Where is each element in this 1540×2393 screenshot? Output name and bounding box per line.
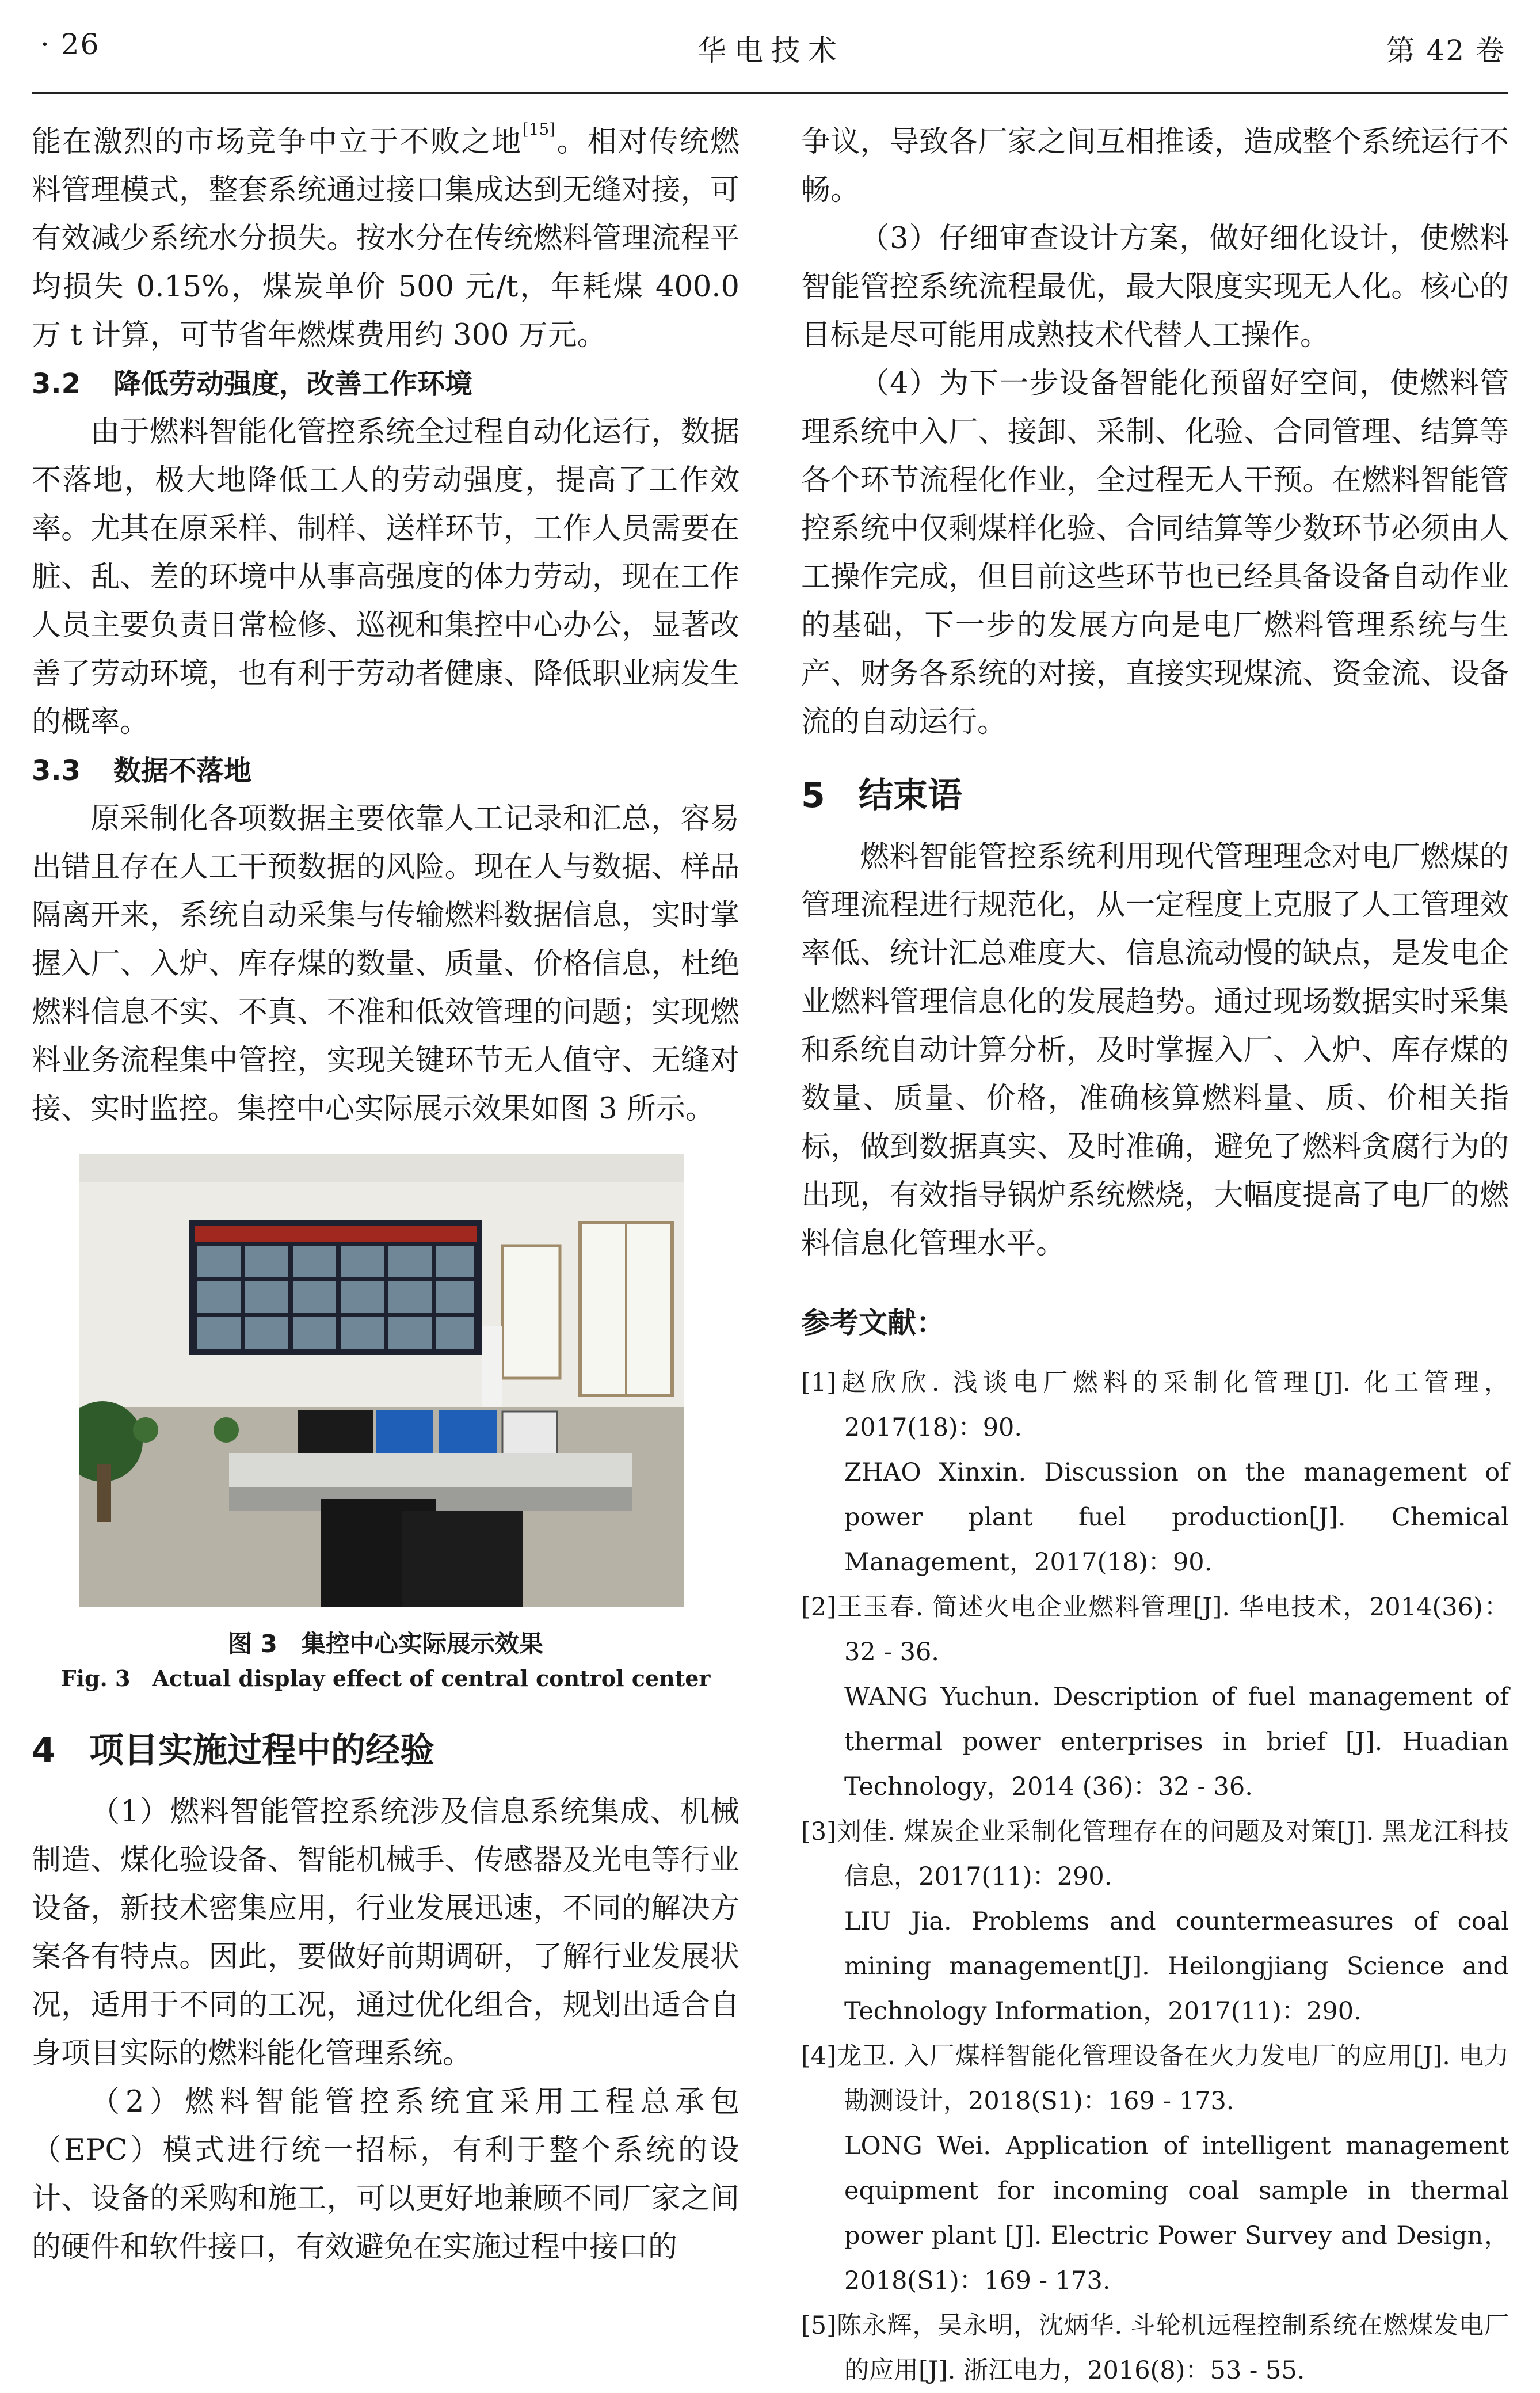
reference-item[interactable]: [2]王玉春. 简述火电企业燃料管理[J]. 华电技术，2014(36)：32 - 36. WANG Yuchun. Description of fuel management of thermal power enterprises in brief [J]. Huadian Technology，2014 (36)：32 - 36. bbox=[801, 1593, 1509, 1801]
volume-label: 第 42 卷 bbox=[1386, 34, 1505, 67]
section-4-item-2: （2）燃料智能管控系统宜采用工程总承包（EPC）模式进行统一招标，有利于整个系统的设计、设备的采购和施工，可以更好地兼顾不同厂家之间的硬件和软件接口，有效避免在实施过程中接口的 bbox=[32, 2085, 739, 2264]
section-3-2-heading: 3.2 降低劳动强度，改善工作环境 bbox=[32, 368, 473, 400]
citation-15[interactable]: [15] bbox=[522, 120, 556, 139]
reference-item[interactable]: [4]龙卫. 入厂煤样智能化管理设备在火力发电厂的应用[J]. 电力勘测设计，2018(S1)：169 - 173. LONG Wei. Application of intelligent management equipment for incoming coal sample in thermal power plant [J]. Electric Power Survey and Design，2018(S1)：169 - 173. bbox=[801, 2042, 1509, 2295]
figure-3-caption-cn: 图 3 集控中心实际展示效果 bbox=[228, 1630, 543, 1658]
section-4-item-3: （3）仔细审查设计方案，做好细化设计，使燃料智能管控系统流程最优，最大限度实现无人化。核心的目标是尽可能用成熟技术代替人工操作。 bbox=[801, 222, 1509, 352]
journal-name: 华电技术 bbox=[697, 34, 845, 67]
right-column bbox=[801, 118, 1509, 2393]
header-rule bbox=[32, 92, 1508, 94]
figure-3-photo bbox=[79, 1154, 684, 1607]
references-heading: 参考文献： bbox=[801, 1306, 945, 1340]
reference-item[interactable]: [5]陈永辉，吴永明，沈炳华. 斗轮机远程控制系统在燃煤发电厂的应用[J]. 浙江电力，2016(8)：53 - 55. bbox=[801, 2311, 1509, 2385]
section-3-3-paragraph: 原采制化各项数据主要依靠人工记录和汇总，容易出错且存在人工干预数据的风险。现在人与数据、样品隔离开来，系统自动采集与传输燃料数据信息，实时掌握入厂、入炉、库存煤的数量、质量、价格信息，杜绝燃料信息不实、不真、不准和低效管理的问题；实现燃料业务流程集中管控，实现关键环节无人值守、无缝对接、实时监控。集控中心实际展示效果如图 3 所示。 bbox=[32, 802, 739, 1126]
page-number: · 26 bbox=[40, 28, 100, 61]
paragraph-continued-right: 争议，导致各厂家之间互相推诿，造成整个系统运行不畅。 bbox=[801, 125, 1509, 207]
running-header bbox=[0, 0, 1540, 98]
section-3-3-heading: 3.3 数据不落地 bbox=[32, 755, 252, 787]
section-4-heading: 4 项目实施过程中的经验 bbox=[32, 1730, 434, 1771]
control-room-photo bbox=[79, 1154, 684, 1607]
reference-item[interactable]: [3]刘佳. 煤炭企业采制化管理存在的问题及对策[J]. 黑龙江科技信息，2017(11)：290. LIU Jia. Problems and countermeasures of coal mining management[J]. Heilongjiang Science and Technology Information，2017(11)：290. bbox=[801, 1817, 1509, 2026]
section-4-item-1: （1）燃料智能管控系统涉及信息系统集成、机械制造、煤化验设备、智能机械手、传感器及光电等行业设备，新技术密集应用，行业发展迅速，不同的解决方案各有特点。因此，要做好前期调研，了解行业发展状况，适用于不同的工况，通过优化组合，规划出适合自身项目实际的燃料能化管理系统。 bbox=[32, 1795, 739, 2071]
reference-item[interactable]: [1]赵欣欣. 浅谈电厂燃料的采制化管理[J]. 化工管理，2017(18)：90. ZHAO Xinxin. Discussion on the management of power plant fuel production[J]. Chemical Management，2017(18)：90. bbox=[801, 1368, 1509, 1577]
left-column bbox=[32, 118, 739, 2272]
section-5-paragraph: 燃料智能管控系统利用现代管理理念对电厂燃煤的管理流程进行规范化，从一定程度上克服了人工管理效率低、统计汇总难度大、信息流动慢的缺点，是发电企业燃料管理信息化的发展趋势。通过现场数据实时采集和系统自动计算分析，及时掌握入厂、入炉、库存煤的数量、质量、价格，准确核算燃料量、质、价相关指标，做到数据真实、及时准确，避免了燃料贪腐行为的出现，有效指导锅炉系统燃烧，大幅度提高了电厂的燃料信息化管理水平。 bbox=[801, 840, 1509, 1261]
paragraph-continued: 能在激烈的市场竞争中立于不败之地[15]。相对传统燃料管理模式，整套系统通过接口集成达到无缝对接，可有效减少系统水分损失。按水分在传统燃料管理流程平均损失 0.15%，煤炭单价 500 元/t，年耗煤 400.0 万 t 计算，可节省年燃煤费用约 300 万元。 bbox=[32, 120, 739, 352]
figure-3-caption-en: Fig. 3 Actual display effect of central control center bbox=[60, 1665, 711, 1691]
section-5-heading: 5 结束语 bbox=[801, 775, 962, 816]
section-4-item-4: （4）为下一步设备智能化预留好空间，使燃料管理系统中入厂、接卸、采制、化验、合同管理、结算等各个环节流程化作业，全过程无人干预。在燃料智能管控系统中仅剩煤样化验、合同结算等少数环节必须由人工操作完成，但目前这些环节也已经具备设备自动作业的基础，下一步的发展方向是电厂燃料管理系统与生产、财务各系统的对接，直接实现煤流、资金流、设备流的自动运行。 bbox=[801, 367, 1509, 739]
section-3-2-paragraph: 由于燃料智能化管控系统全过程自动化运行，数据不落地，极大地降低工人的劳动强度，提高了工作效率。尤其在原采样、制样、送样环节，工作人员需要在脏、乱、差的环境中从事高强度的体力劳动，现在工作人员主要负责日常检修、巡视和集控中心办公，显著改善了劳动环境，也有利于劳动者健康、降低职业病发生的概率。 bbox=[32, 415, 739, 739]
